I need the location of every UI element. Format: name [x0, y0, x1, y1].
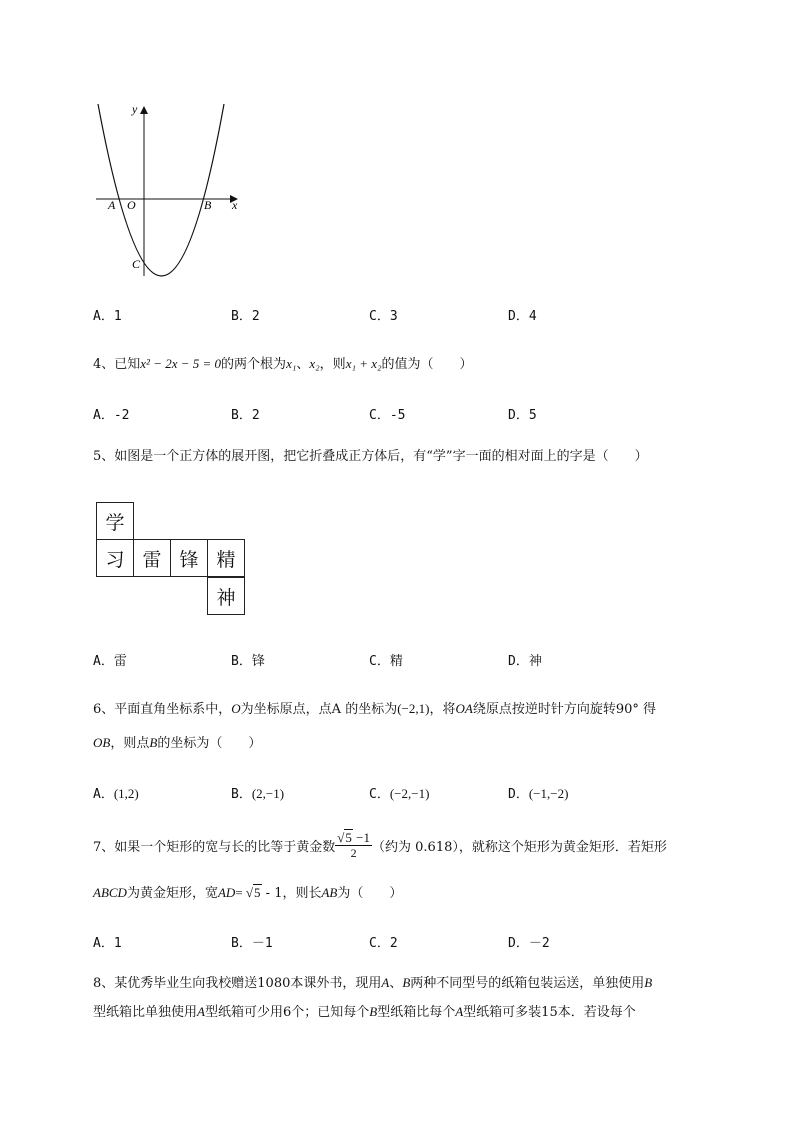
q6-p3: ，将: [429, 702, 456, 717]
q7-p5: 为（ ）: [337, 886, 403, 901]
net-cell-xue: 学: [96, 502, 134, 540]
net-cell-shen: 神: [207, 577, 245, 615]
q7-eq: =: [235, 885, 243, 900]
q7-radicand: 5: [254, 885, 261, 900]
q7-ab: AB: [321, 885, 338, 900]
q6-option-c[interactable]: [369, 783, 429, 802]
question-6-line2: [93, 732, 261, 751]
q8-b2: B: [644, 975, 653, 990]
q5-option-c[interactable]: C．精: [369, 654, 403, 669]
q6-p5: ，则点: [110, 736, 150, 751]
q6-option-a-letter: A．: [93, 787, 114, 802]
q8-l2d: 型纸箱可多装15本．若设每个: [463, 1005, 636, 1020]
question-7-line2: [93, 882, 402, 901]
point-b-label: B: [204, 198, 212, 212]
y-axis-label: y: [132, 102, 138, 116]
q5-option-a[interactable]: A．雷: [93, 654, 127, 669]
q4-equation: x² − 2x − 5 = 0: [140, 356, 222, 371]
q7-p4: - 1，则长: [261, 886, 322, 901]
q4-sum: x₁ + x₂: [345, 356, 382, 371]
cube-net: [96, 502, 251, 615]
q3-option-a[interactable]: A．1: [93, 309, 122, 324]
q4-sep: 、: [296, 357, 310, 372]
golden-ratio-fraction: [335, 831, 372, 859]
point-a-label: A: [108, 198, 116, 212]
q4-option-b[interactable]: B．2: [231, 408, 260, 423]
net-cell-feng: 锋: [170, 539, 208, 577]
q7-option-d[interactable]: D．－2: [508, 936, 550, 951]
q6-option-b[interactable]: [231, 783, 284, 802]
q4-option-d[interactable]: D．5: [508, 408, 537, 423]
q3-option-b[interactable]: B．2: [231, 309, 260, 324]
q3-option-c[interactable]: C．3: [369, 309, 398, 324]
q4-option-a[interactable]: A．-2: [93, 408, 130, 423]
q6-ob: OB: [93, 735, 111, 750]
question-5: 5、如图是一个正方体的展开图，把它折叠成正方体后，有“学”字一面的相对面上的字是（ ）: [93, 449, 648, 464]
question-8-line1: [93, 972, 652, 991]
q6-p2: 为坐标原点，点A 的坐标为: [240, 702, 398, 717]
q7-p2: （约为 0.618），就称这个矩形为黄金矩形．若矩形: [372, 839, 667, 855]
point-c-label: C: [132, 257, 141, 271]
q7-option-a[interactable]: A．1: [93, 936, 122, 951]
q4-then: ，则: [319, 357, 346, 372]
q4-suffix: 的值为（ ）: [381, 357, 473, 372]
net-cell-xi: 习: [96, 539, 134, 577]
q8-a1: A: [381, 975, 390, 990]
question-6-line1: [93, 698, 656, 717]
net-cell-jing: 精: [207, 539, 245, 577]
q6-option-c-letter: C．: [369, 787, 390, 802]
q8-b1: B: [402, 975, 411, 990]
q6-o: O: [231, 701, 241, 716]
q7-option-b[interactable]: B．－1: [231, 936, 273, 951]
q5-option-d[interactable]: D．神: [508, 654, 542, 669]
q8-l2c: 型纸箱比每个: [377, 1005, 456, 1020]
q8-l2a: 型纸箱比单独使用: [93, 1005, 198, 1020]
golden-ratio-denominator: 2: [350, 846, 357, 860]
q6-option-c-value: (−2,−1): [389, 786, 430, 801]
golden-ratio-num-rest: −1: [352, 830, 371, 845]
q4-option-c[interactable]: C．-5: [369, 408, 406, 423]
parabola-curve: [98, 104, 224, 276]
q8-l1a: 8、某优秀毕业生向我校赠送1080本课外书，现用: [93, 976, 382, 991]
question-7-line1: [93, 831, 667, 859]
q6-option-d-value: (−1,−2): [528, 786, 569, 801]
q7-sqrt: √5: [242, 885, 261, 900]
q3-option-d[interactable]: D．4: [508, 309, 537, 324]
q4-mid: 的两个根为: [221, 357, 287, 372]
net-cell-lei: 雷: [133, 539, 171, 577]
q6-p6: 的坐标为（ ）: [157, 736, 262, 751]
q7-ad: AD: [217, 885, 236, 900]
q6-option-d-letter: D．: [508, 787, 529, 802]
q4-prefix: 4、已知: [93, 357, 141, 372]
q6-p1: 6、平面直角坐标系中，: [93, 702, 232, 717]
golden-ratio-numerator: √5 −1: [337, 830, 371, 845]
q6-option-b-letter: B．: [231, 787, 252, 802]
question-4: [93, 353, 473, 372]
q7-p3: 为黄金矩形，宽: [126, 886, 218, 901]
q4-root1: x₁: [286, 356, 297, 371]
q6-option-b-value: (2,−1): [251, 786, 285, 801]
q5-option-b[interactable]: B．锋: [231, 654, 265, 669]
q7-p1: 7、如果一个矩形的宽与长的比等于黄金数: [93, 839, 336, 855]
q6-coord: (−2,1): [397, 701, 430, 716]
q6-oa: OA: [455, 701, 473, 716]
q6-option-a[interactable]: [93, 783, 139, 802]
q7-option-c[interactable]: C．2: [369, 936, 398, 951]
q8-l1b: 、: [389, 976, 403, 991]
question-8-line2: [93, 1001, 636, 1020]
q8-l1c: 两种不同型号的纸箱包装运送，单独使用: [410, 976, 645, 991]
golden-ratio-radicand: 5: [345, 830, 352, 845]
q6-option-d[interactable]: [508, 783, 568, 802]
q4-root2: x₂: [309, 356, 320, 371]
q6-b: B: [149, 735, 158, 750]
q8-b3: B: [369, 1004, 378, 1019]
q6-option-a-value: (1,2): [113, 786, 139, 801]
q6-p4: 绕原点按逆时针方向旋转90° 得: [472, 702, 656, 717]
q7-abcd: ABCD: [93, 885, 127, 900]
q8-a3: A: [455, 1004, 464, 1019]
parabola-graph: [90, 98, 250, 278]
q8-a2: A: [197, 1004, 205, 1019]
q8-l2b: 型纸箱可少用6个；已知每个: [204, 1005, 370, 1020]
x-axis-label: x: [232, 198, 238, 212]
point-o-label: O: [127, 198, 136, 212]
